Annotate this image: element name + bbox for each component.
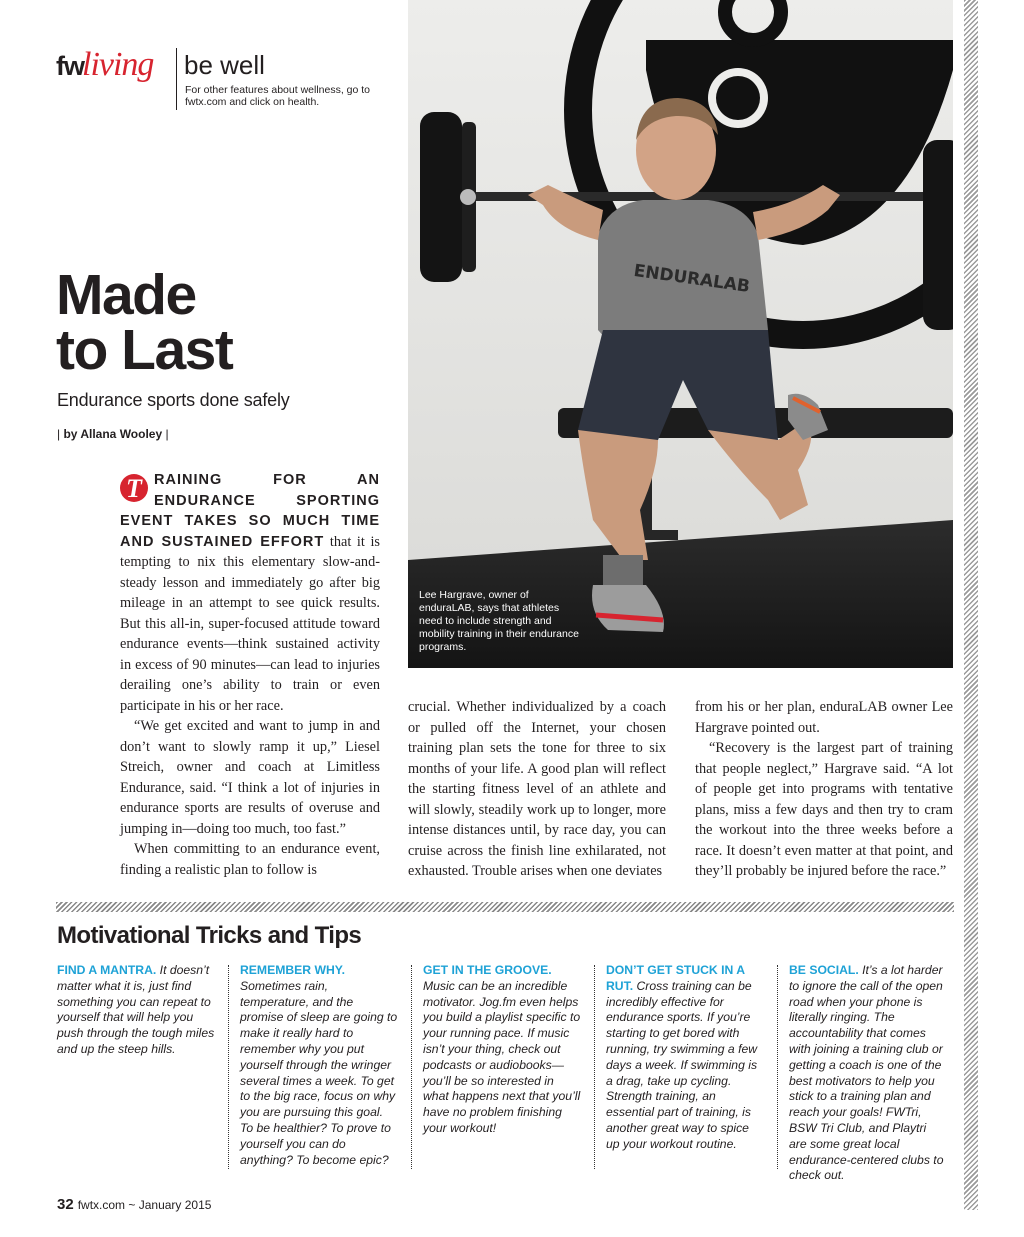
tip-5 <box>789 963 947 1184</box>
tip-body: Music can be an incredible motivator. Jog.fm even helps you build a playlist specific to your running pace. If music isn’t your thing, check out podcasts or audiobooks—you’ll be so interested in what happens next that you’ll have no problem finishing your workout! <box>423 978 581 1135</box>
footer-site: fwtx.com <box>77 1198 126 1212</box>
paragraph-2: “We get excited and want to jump in and don’t want to slowly ramp it up,” Liesel Streich, owner and coach at Limitless Endurance, said. “I think a lot of injuries in endurance sports are results of overuse and jumping in—doing too much, too fast.” <box>120 718 380 837</box>
paragraph-4: “Recovery is the largest part of training that people neglect,” Hargrave said. “A lot of people get into programs with tentative plans, miss a few days and then try to cram the workout into the three weeks before a race. It doesn’t even matter at that point, and they’ll probably be injured before the race.” <box>695 740 953 879</box>
byline <box>57 427 169 441</box>
header-divider <box>176 48 177 110</box>
page-footer <box>57 1196 211 1213</box>
tip-body: It’s a lot harder to ignore the call of the open road when your phone is literally ringing. The accountability that comes with joining a training club or getting a coach is one of the best motivators to help you stick to a training plan and reach your goals! FWTri, BSW Tri Club, and Playtri are some great local endurance-centered clubs to check out. <box>789 963 944 1183</box>
photo-caption: Lee Hargrave, owner of enduraLAB, says that athletes need to include strength and mobility training in their endurance programs. <box>419 589 579 653</box>
page-number: 32 <box>57 1196 74 1213</box>
tips-title: Motivational Tricks and Tips <box>57 922 362 949</box>
brand-fw: fw <box>56 51 84 81</box>
paragraph-3: When committing to an endurance event, finding a realistic plan to follow is <box>120 841 380 878</box>
paragraph-3-end: from his or her plan, enduraLAB owner Lee Hargrave pointed out. <box>695 699 953 736</box>
tip-2 <box>240 963 398 1168</box>
section-divider <box>56 902 954 912</box>
tip-4 <box>606 963 764 1153</box>
section-note: For other features about wellness, go to fwtx.com and click on health. <box>185 84 371 108</box>
footer-separator: ~ <box>125 1198 139 1212</box>
tip-heading: BE SOCIAL. <box>789 963 859 977</box>
body-column-1 <box>120 470 380 880</box>
title-line-2: to Last <box>56 318 233 382</box>
shirt-text: ENDURALAB <box>632 260 752 297</box>
footer-issue: January 2015 <box>138 1198 212 1212</box>
tip-separator <box>228 965 229 1169</box>
tip-separator <box>777 965 778 1169</box>
title-line-1: Made <box>56 263 196 327</box>
tip-separator <box>594 965 595 1169</box>
brand-living: living <box>82 46 154 83</box>
lead-in: RAINING FOR AN ENDURANCE SPORTING EVENT TAKES SO MUCH TIME AND SUSTAINED EFFORT <box>120 472 380 550</box>
paragraph-1-rest: that it is tempting to nix this elementary slow-and-steady lesson and immediately go after big mileage in an attempt to see quick results. But this all-in, super-focused attitude toward endurance events—think sustained activity in excess of 90 minutes—can lead to injuries derailing one’s ability to train or even participate in his or her race. <box>120 533 380 714</box>
tip-heading: DON’T GET STUCK IN A RUT. <box>606 963 745 993</box>
section-name: be well <box>184 50 265 80</box>
paragraph-1 <box>120 470 380 716</box>
tip-body: Cross training can be incredibly effective for endurance sports. If you’re starting to get bored with running, try swimming a few days a week. If swimming is a drag, take up cycling. Strength training, an essential part of training, is another great way to spice up your workout routine. <box>606 978 758 1151</box>
tip-body: Sometimes rain, temperature, and the promise of sleep are going to make it really hard to remember why you put yourself through the wringer several times a week. To get to the big race, focus on why you are pursuing this goal. To be healthier? To prove to yourself you can do anything? To become epic? <box>240 978 398 1167</box>
body-column-3 <box>695 697 953 882</box>
tip-body: It doesn’t matter what it is, just find something you can repeat to yourself that will help you push through the tough miles and up the steep hills. <box>57 963 215 1056</box>
weightlifter-illustration <box>408 0 953 668</box>
drop-cap: T <box>120 474 148 502</box>
tip-heading: GET IN THE GROOVE. <box>423 963 552 977</box>
tip-3 <box>423 963 581 1137</box>
body-column-2 <box>408 697 666 882</box>
article-title <box>56 263 396 382</box>
tip-separator <box>411 965 412 1169</box>
byline-suffix: | <box>162 427 169 441</box>
brand-logo <box>56 46 153 84</box>
paragraph-3-continued: crucial. Whether individualized by a coach or pulled off the Internet, your chosen training plan sets the tone for three to six months of your life. A good plan will reflect the starting fitness level of an athlete and will slowly, steadily work up to longer, more intense distances until, by race day, you can cruise across the finish line exhilarated, not exhausted. Trouble arises when one deviates <box>408 699 666 879</box>
article-photo <box>408 0 953 668</box>
byline-author: by Allana Wooley <box>63 427 163 441</box>
tip-1 <box>57 963 215 1058</box>
tip-heading: FIND A MANTRA. <box>57 963 157 977</box>
byline-prefix: | <box>57 427 64 441</box>
right-edge-pattern <box>964 0 978 1210</box>
article-subtitle: Endurance sports done safely <box>57 390 290 410</box>
tip-heading: REMEMBER WHY. <box>240 963 345 977</box>
